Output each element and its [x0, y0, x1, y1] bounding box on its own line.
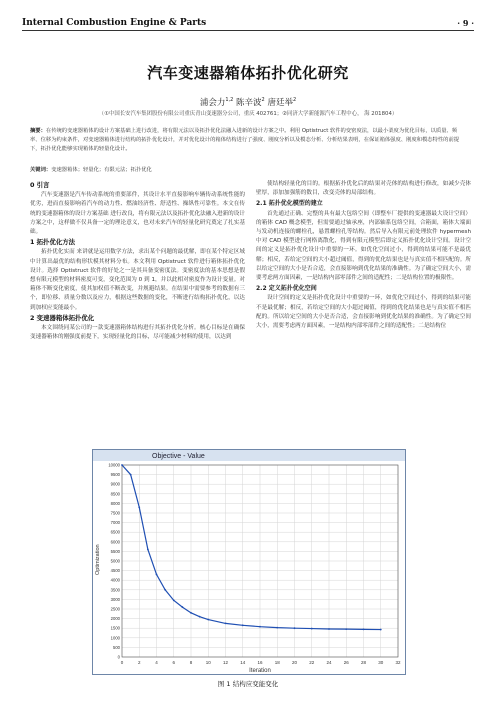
x-tick-label: 18 [274, 660, 280, 665]
data-point [190, 612, 192, 614]
y-tick-label: 2000 [110, 616, 120, 622]
left-column [30, 180, 245, 342]
x-tick-label: 2 [137, 660, 141, 665]
paper-title: 汽车变速器箱体拓扑优化研究 [147, 64, 349, 82]
y-tick-label: 7000 [110, 520, 120, 526]
data-point [225, 623, 227, 625]
y-tick-label: 6500 [110, 529, 120, 535]
data-point [259, 626, 261, 628]
subsection-heading: 2.2 定义拓扑优化空间 [256, 285, 317, 293]
x-tick-label: 0 [120, 660, 124, 665]
section-heading: 0 引言 [30, 181, 50, 189]
data-point [173, 599, 175, 601]
data-point [276, 627, 278, 629]
data-point [328, 628, 330, 630]
keywords-text: 变速器箱体；轻量化；有限元法；拓扑优化 [51, 167, 152, 173]
x-tick-label: 16 [257, 660, 263, 665]
y-tick-label: 7500 [110, 510, 120, 516]
abstract-label: 摘要： [30, 128, 46, 134]
x-tick-label: 4 [155, 660, 158, 665]
x-tick-label: 14 [240, 660, 246, 665]
chart-title: Objective - Value [152, 453, 205, 460]
paragraph: 拓扑优化实而 来讲就是运用数学方法，求出某个问题的最优解，即在某个特定区域中计算出最优的结构形状模其材料分布。本文利用 Optistruct 软件进行箱体拓扑优化设计。选择 Optistruct 软件的好处之一是其具备变密度法。变密度法的基本思想是假想有限元模型的材料密度可变，变化范围为 0 到 1，并以此相对密度作为设计变量。对箱体不断变化密度，使其加权值不断改变，并规避结果。在结果中需要参考的数据有三个，即位移、质量分数以及应力，根据这些数据的变化，不断进行结构拓扑优化，以达到加权应变能最小。 [30, 249, 245, 311]
data-point [380, 629, 382, 631]
abstract-text: 在传统的变速器箱体的设计方案基础上进行改进，将有限元法以及拓扑优化法融入进新的设计方案之中。利用 Optistruct 软件的变密度法，以最小柔度为优化目标，以质量、频率、位移为约束条件，对变速器箱体进行结构的拓扑优化设计，并对优化设计的箱体结构进行了强度、刚度分析以及模态分析、分析结果表明，在保证箱体强度、刚度和模态特性的前提下，拓扑优化能够实现箱体的轻量化设计。 [30, 128, 460, 153]
data-point [199, 616, 201, 618]
author-affil-mark: 2 [261, 97, 265, 104]
paragraph: 设计空间的定义是拓扑优化设计中重要的一环，如优化空间过小，得到的结果可能不是最优解；相反，若给定空间的大小超过阈值，得到的优化结果也是与真实值不相匹配的。所以给定空间的大小是否合适，会直接影响到优化结果的准确性。为了确定空间大小，需要考虑两方面因素，一是结构内部零部件之间的适配性；二是结构位 [256, 295, 471, 330]
x-tick-label: 8 [189, 660, 193, 665]
data-point [147, 549, 149, 551]
y-tick-label: 8500 [110, 491, 120, 497]
y-tick-label: 4500 [110, 568, 120, 574]
data-point [207, 619, 209, 621]
x-tick-label: 24 [326, 660, 332, 665]
y-tick-label: 9000 [110, 481, 120, 487]
paragraph: 首先通过正确、完整的具有最大包络空间（即整车厂提供的变速器最大设计空间）的箱体 CAD 概念模型，但需要通过轴承座，内部轴系包络空间，合箱面，箱体大端面与发动机连接的螺栓孔，悬置螺栓孔等结构。然后导入有限元前处理软件 hypermesh 中对 CAD 模型进行网格离散化，得到有限元模型后即定义拓扑优化设计空间。设计空间的定义是拓扑优化设计中重要的一环。如优化空间过小，得到的结果可能不是最优解；相反，若给定空间的大小超过阈值，得到的优化结果也是与真实值不相匹配的。所以给定空间的大小是否合适，会直接影响到优化结果的准确性。为了确定空间大小，需要考虑两方面因素，一是结构内部零部件之间的适配性；二是结构位置的极限性。 [256, 210, 471, 282]
y-tick-label: 500 [113, 644, 120, 650]
subsection-heading: 2.1 拓扑优化模型的建立 [256, 200, 323, 208]
author-affil-mark: 2 [292, 97, 297, 104]
section-heading: 1 拓扑优化方法 [30, 238, 76, 247]
x-tick-label: 20 [291, 660, 298, 665]
figure-objective-chart [92, 449, 406, 675]
y-tick-label: 2500 [110, 606, 120, 612]
x-tick-label: 22 [309, 660, 315, 665]
data-point [363, 628, 365, 630]
data-point [294, 627, 296, 629]
section-heading: 2 变速器箱体拓扑优化 [30, 313, 95, 322]
chart-title-bar [93, 450, 405, 461]
author-name: 浦会力 [199, 98, 226, 108]
x-tick-label: 10 [205, 660, 211, 665]
paragraph: 使结构轻量化的目的。根据拓扑优化后的结果对壳体的结构进行修改，如减少壳体壁厚，添加加强筋的数目，改变壳体的局部结构。 [256, 181, 471, 197]
line-chart [92, 449, 406, 675]
journal-name: Internal Combustion Engine & Parts [22, 18, 207, 28]
x-tick-label: 32 [395, 660, 401, 665]
data-point [164, 589, 166, 591]
paragraph: 本文围绕同某公司的一款变速器箱体结构进行其拓扑优化分析。核心目标是在确保变速器箱体的刚强度前提下，实现轻量化的目标，尽可能减少材料的使用，以达到 [30, 325, 245, 341]
figure-caption [0, 679, 496, 688]
data-point [121, 464, 123, 466]
caption-label: 图 1 [217, 680, 231, 688]
x-tick-label: 12 [222, 660, 229, 665]
data-point [311, 628, 313, 630]
y-tick-label: 5000 [110, 558, 120, 564]
author-line [0, 96, 496, 108]
y-tick-label: 0 [117, 654, 120, 660]
data-point [242, 624, 244, 626]
caption-text: 结构应变能变化 [232, 680, 279, 688]
y-tick-label: 10000 [108, 462, 120, 468]
keywords [30, 165, 152, 173]
y-tick-label: 8000 [110, 500, 120, 506]
y-tick-label: 3000 [110, 596, 120, 602]
data-point [345, 628, 347, 630]
data-point [130, 474, 132, 476]
data-point [181, 606, 183, 608]
y-tick-label: 5500 [110, 548, 120, 554]
y-axis-label: Optimization [95, 544, 101, 575]
data-point [156, 574, 158, 576]
abstract [30, 127, 466, 155]
x-tick-label: 30 [378, 660, 384, 665]
right-column [256, 180, 471, 331]
paragraph: 汽车变速器是汽车传动系统的重要部件，其设计水平直接影响车辆传动系统性能的优劣，进而直接影响着汽车的动力性、燃油经济性、舒适性、操纵性可靠性。本文在传统的变速器箱体的设计方案基础 进行改良，将有限元法以及拓扑优化法融入进新的设计方案之中，这样做不仅具备一定的理论意义，也对未来汽车的轻量化研究奠定了扎实基础。 [30, 192, 245, 236]
page-number: · 9 · [457, 18, 474, 28]
keywords-label: 关键词： [30, 167, 52, 173]
y-tick-label: 4000 [110, 577, 120, 583]
author-affil-mark: 1,2 [225, 97, 234, 104]
affiliation: （①中国长安汽车集团股份有限公司重庆青山变速器分公司，重庆 402761；②同济大学新能源汽车工程中心， 海 201804） [98, 111, 398, 117]
y-tick-label: 9500 [110, 472, 120, 478]
author-name: 陈辛波 [236, 98, 262, 108]
y-tick-label: 6000 [110, 539, 120, 545]
data-point [138, 506, 140, 508]
x-tick-label: 6 [172, 660, 176, 665]
x-tick-label: 26 [343, 660, 349, 665]
running-header [22, 14, 474, 31]
y-tick-label: 3500 [110, 587, 120, 593]
y-tick-label: 1000 [110, 635, 120, 641]
author-name: 唐廷举 [267, 98, 293, 108]
y-tick-label: 1500 [110, 625, 120, 631]
x-axis-label: Iteration [249, 668, 271, 674]
x-tick-label: 28 [360, 660, 367, 665]
